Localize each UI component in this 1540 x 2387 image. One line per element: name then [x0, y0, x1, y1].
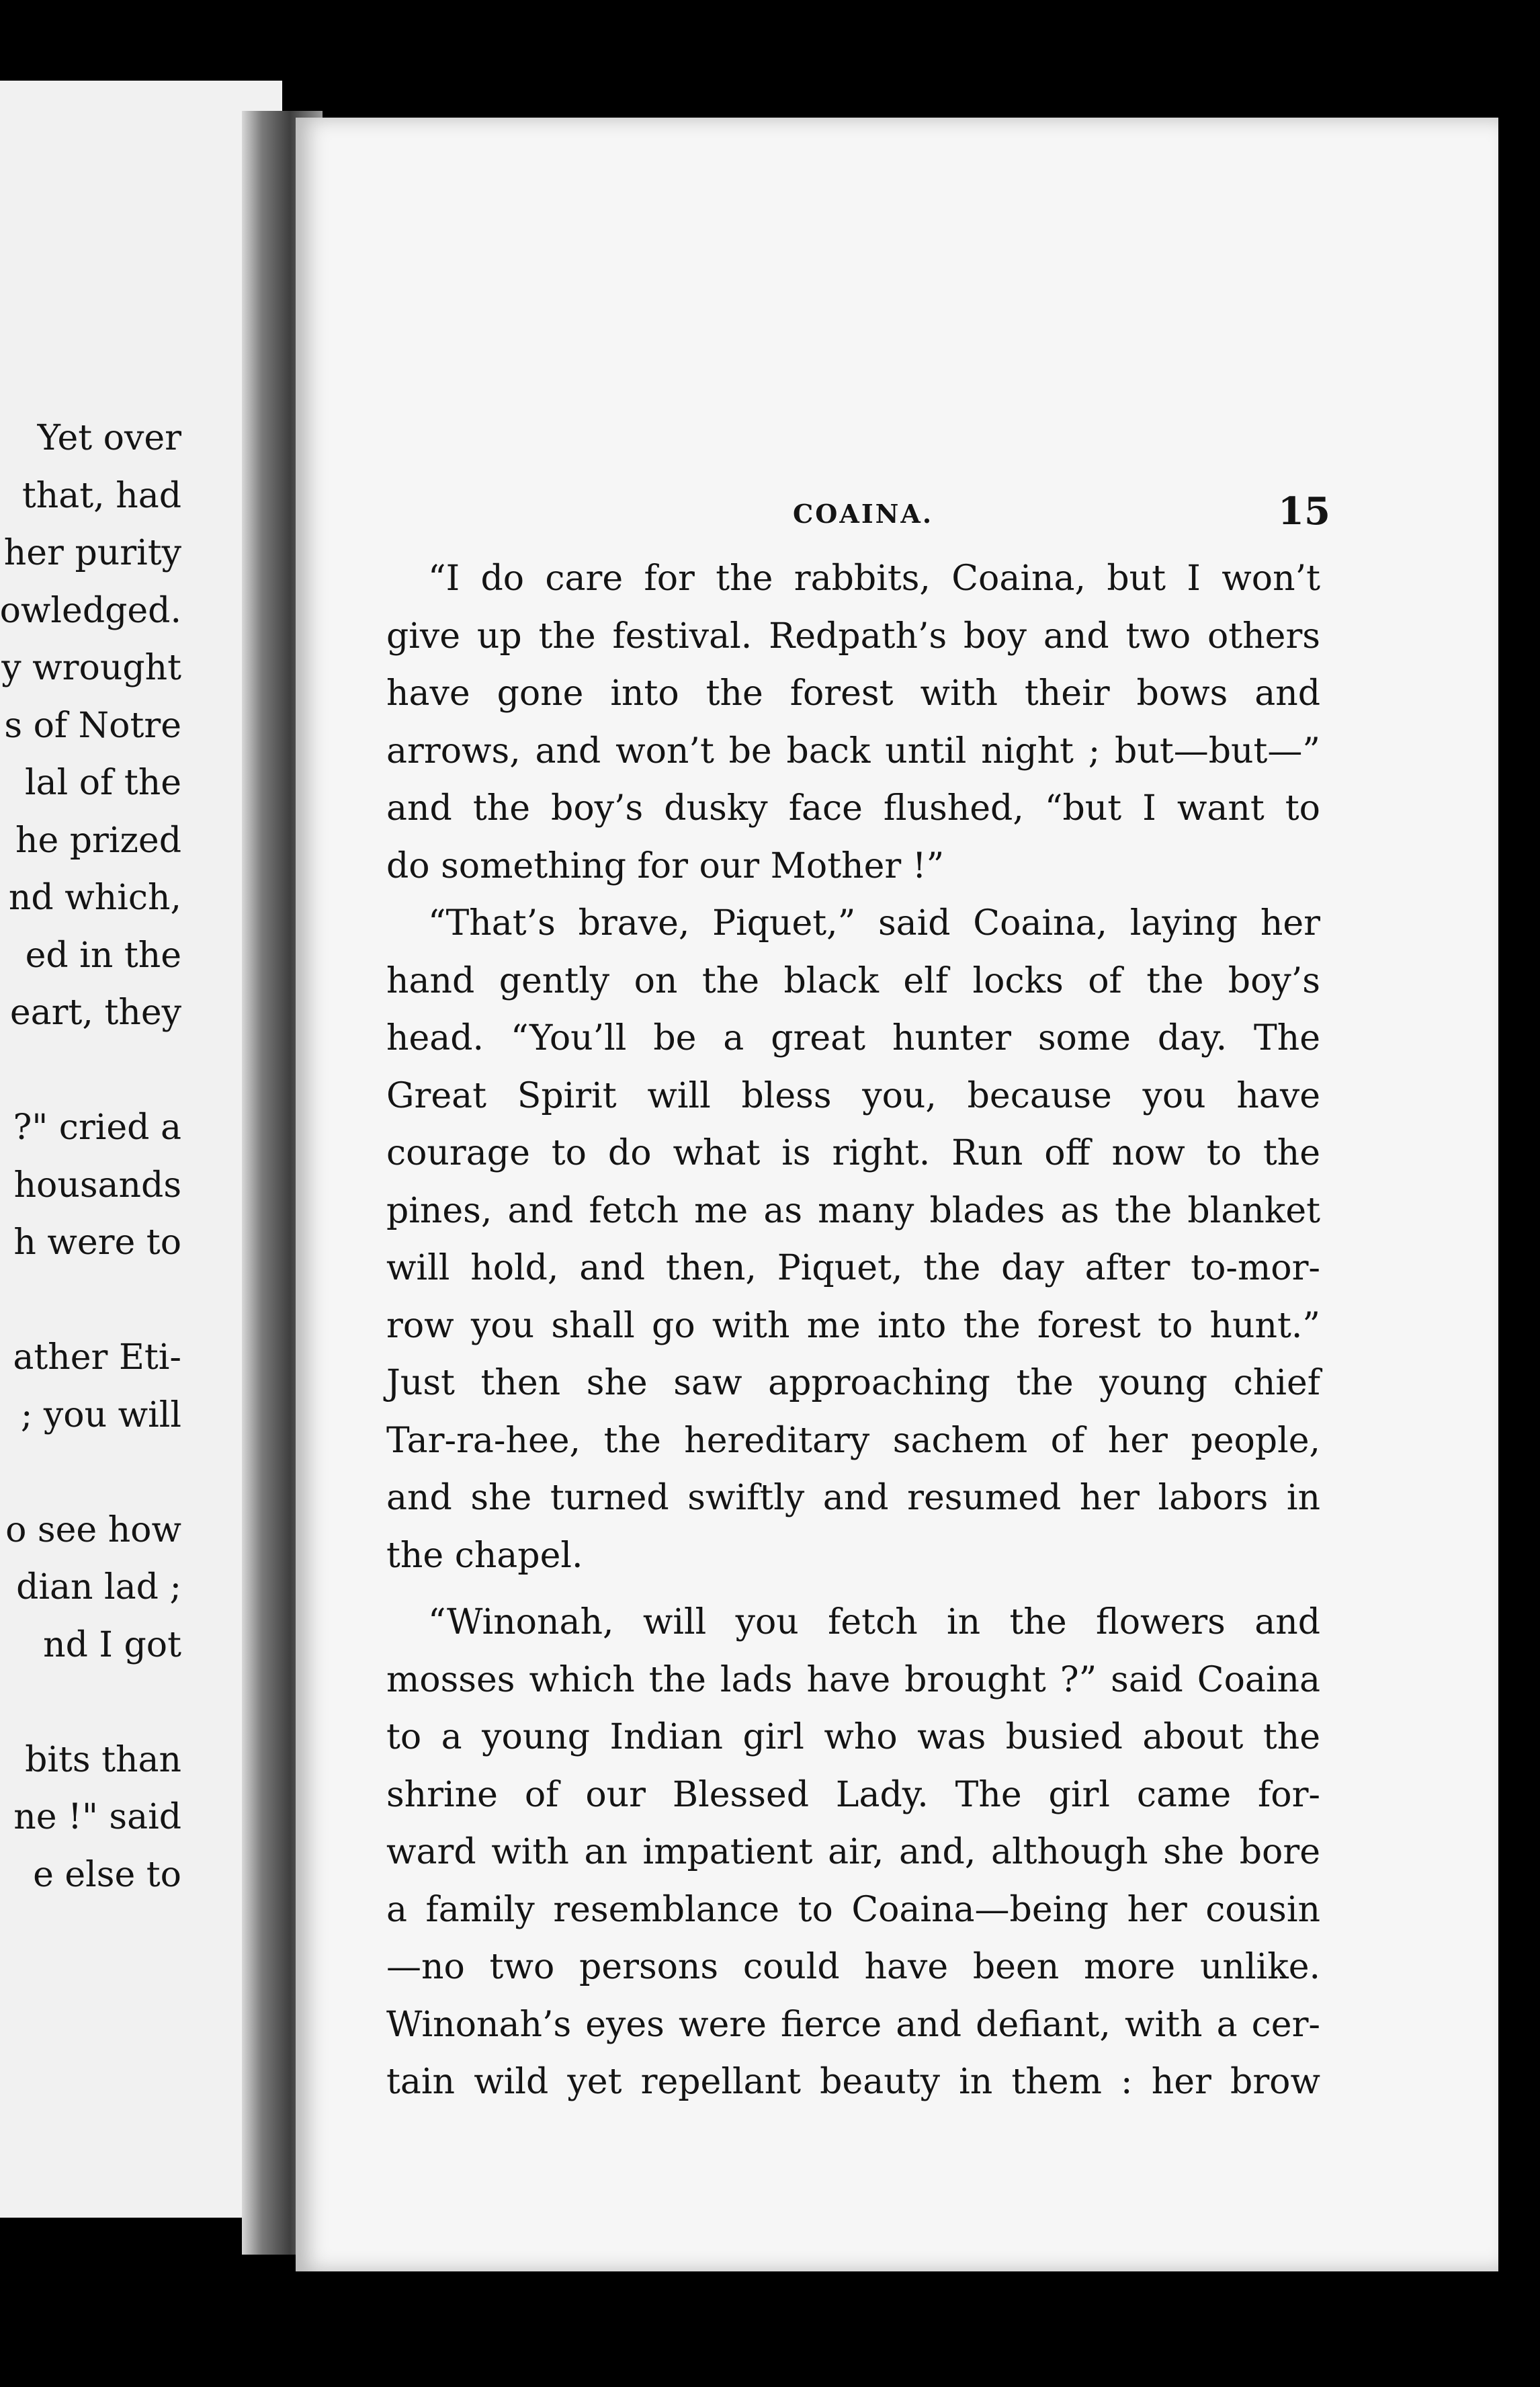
- left-line-blank: [0, 1674, 181, 1732]
- text-line: a family resemblance to Coaina—being her cousin: [386, 1889, 1320, 1930]
- left-line: her purity: [3, 533, 181, 573]
- text-line: —no two persons could have been more unlike.: [386, 1947, 1320, 1987]
- text-line: the chapel.: [386, 1535, 583, 1576]
- text-line: will hold, and then, Piquet, the day after to-mor-: [386, 1248, 1320, 1288]
- left-line: he prized: [15, 820, 181, 861]
- left-line: Yet over: [37, 418, 181, 458]
- left-line: ?" cried a: [13, 1107, 181, 1148]
- text-line: hand gently on the black elf locks of the boy’s: [386, 960, 1320, 1001]
- text-line: “Winonah, will you fetch in the flowers and: [428, 1602, 1320, 1642]
- text-line: “That’s brave, Piquet,” said Coaina, laying her: [428, 903, 1320, 944]
- left-line: owledged.: [0, 590, 181, 631]
- left-line: e else to: [33, 1854, 181, 1895]
- left-line: housands: [13, 1165, 181, 1206]
- text-line: row you shall go with me into the forest to hunt.”: [386, 1305, 1320, 1346]
- left-line: ed in the: [25, 935, 181, 976]
- text-line: Just then she saw approaching the young chief: [386, 1363, 1320, 1403]
- left-line: bits than: [25, 1739, 181, 1780]
- text-line: pines, and fetch me as many blades as the blanket: [386, 1190, 1320, 1231]
- text-line: arrows, and won’t be back until night ; but—but—”: [386, 730, 1320, 771]
- left-line: nd which,: [8, 878, 181, 918]
- left-line: ; you will: [20, 1394, 181, 1435]
- left-line: dian lad ;: [16, 1567, 181, 1607]
- text-line: do something for our Mother !”: [386, 845, 945, 886]
- text-line: ward with an impatient air, and, although she bore: [386, 1832, 1320, 1872]
- page-number: 15: [1278, 489, 1330, 534]
- left-line: lal of the: [24, 763, 181, 803]
- text-line: head. “You’ll be a great hunter some day. The: [386, 1018, 1320, 1058]
- left-line: eart, they: [9, 993, 181, 1033]
- left-line-blank: [0, 1272, 181, 1330]
- running-title: COAINA.: [793, 499, 934, 529]
- text-line: have gone into the forest with their bows and: [386, 673, 1320, 714]
- left-line: ather Eti-: [13, 1337, 181, 1378]
- text-line: give up the festival. Redpath’s boy and two others: [386, 616, 1320, 657]
- text-line: courage to do what is right. Run off now to the: [386, 1133, 1320, 1173]
- text-line: and she turned swiftly and resumed her labors in: [386, 1478, 1320, 1518]
- text-line: mosses which the lads have brought ?” said Coaina: [386, 1659, 1320, 1700]
- left-line: s of Notre: [4, 705, 181, 746]
- left-page: [0, 81, 282, 2218]
- text-line: Great Spirit will bless you, because you have: [386, 1075, 1320, 1116]
- right-page: [296, 118, 1498, 2271]
- left-line: y wrought: [1, 648, 181, 688]
- left-page-text: [0, 410, 181, 1904]
- left-line: nd I got: [43, 1624, 181, 1665]
- text-line: Tar-ra-hee, the hereditary sachem of her people,: [386, 1420, 1320, 1461]
- left-line: o see how: [5, 1509, 181, 1550]
- left-line-blank: [0, 1042, 181, 1100]
- text-line: and the boy’s dusky face flushed, “but I want to: [386, 788, 1320, 829]
- running-head: [296, 489, 1498, 534]
- text-line: to a young Indian girl who was busied about the: [386, 1717, 1320, 1757]
- text-line: “I do care for the rabbits, Coaina, but I won’t: [428, 558, 1320, 599]
- text-line: shrine of our Blessed Lady. The girl came for-: [386, 1774, 1320, 1815]
- left-line: that, had: [22, 475, 181, 516]
- left-line-blank: [0, 1444, 181, 1502]
- left-line: ne !" said: [13, 1797, 181, 1837]
- page-body-text: [386, 550, 1320, 2111]
- text-line: tain wild yet repellant beauty in them : her brow: [386, 2062, 1320, 2102]
- left-line: h were to: [13, 1222, 181, 1263]
- text-line: Winonah’s eyes were fierce and defiant, with a cer-: [386, 2004, 1320, 2045]
